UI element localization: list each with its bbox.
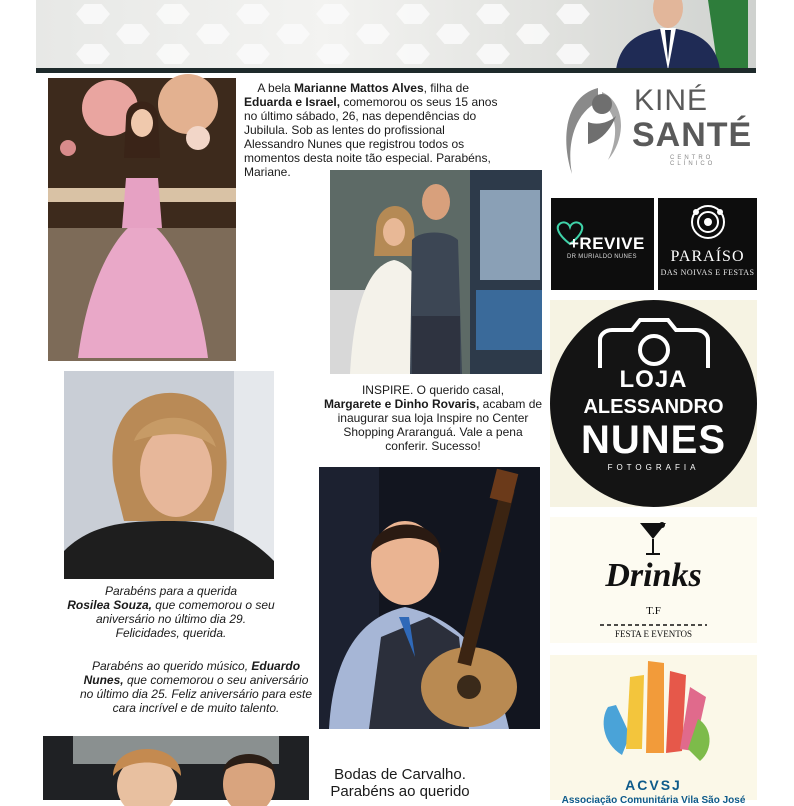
header-rule: [36, 68, 756, 73]
ad-acvsj[interactable]: [550, 655, 757, 806]
header-banner: [36, 0, 756, 70]
story-marianne: [244, 81, 506, 179]
hexagon-pattern: [196, 24, 230, 44]
story-text: Parabéns ao querido músico,: [91, 659, 252, 673]
rose-icon: [688, 202, 728, 242]
hexagon-pattern: [156, 4, 190, 24]
story-eduardo: [78, 659, 314, 715]
hexagon-pattern: [236, 4, 270, 24]
brand-tagline: DR MURIALDO NUNES: [567, 254, 637, 260]
dashed-divider: [600, 623, 707, 627]
hexagon-pattern: [516, 24, 550, 44]
photo-eduardo-guitar: [319, 467, 540, 729]
person-name: Eduardo Nunes,: [83, 659, 301, 687]
brand-tagline: Associação Comunitária Vila São José: [561, 795, 746, 806]
hexagon-pattern: [316, 44, 350, 64]
hexagon-pattern: [396, 4, 430, 24]
story-text: comemorou os seus 15 anos no último sábado, 26, nas dependências do Jubilula. Sob as lentes do profissional Alessandro Nunes que registrou todos os momentos desta noite tão especial. Parabéns, Mariane.: [244, 95, 498, 179]
brand-name: SANTÉ: [632, 116, 753, 154]
hexagon-pattern: [476, 44, 510, 64]
ad-paraiso[interactable]: [658, 198, 757, 290]
hexagon-pattern: [276, 24, 310, 44]
photo-bodas-couple: [43, 736, 309, 800]
hexagon-pattern: [356, 24, 390, 44]
hexagon-pattern: [116, 24, 150, 44]
person-name: Eduarda e Israel,: [244, 95, 341, 109]
story-text: Bodas de Carvalho.: [334, 766, 466, 783]
story-inspire: [322, 383, 544, 453]
story-text: , filha de: [423, 81, 470, 95]
story-text: Parabéns para a querida: [104, 584, 238, 598]
ad-drinks-tf[interactable]: [550, 517, 757, 643]
cocktail-glass-icon: [638, 521, 668, 557]
hexagon-pattern: [476, 4, 510, 24]
brand-tagline: FESTA E EVENTOS: [614, 629, 693, 639]
person-name: Rosilea Souza,: [67, 598, 152, 612]
hexagon-pattern: [76, 44, 110, 64]
photo-marianne: [48, 78, 236, 361]
story-text: que comemorou o seu aniversário no último dia 29. Felicidades, querida.: [95, 598, 275, 640]
brand-tagline: DAS NOIVAS E FESTAS: [660, 268, 755, 277]
brand-name: NUNES: [580, 418, 727, 462]
ad-revive[interactable]: [551, 198, 654, 290]
hexagon-pattern: [316, 4, 350, 24]
ad-alessandro-nunes[interactable]: [550, 300, 757, 507]
person-name: Margarete e Dinho Rovaris,: [323, 397, 480, 411]
story-text: Parabéns ao querido: [330, 783, 470, 800]
brand-tagline: CENTRO CLÍNICO: [670, 155, 716, 167]
brand-name: PARAÍSO: [670, 248, 745, 265]
person-name: Marianne Mattos Alves: [294, 81, 424, 95]
hexagon-pattern: [556, 44, 590, 64]
story-text: que comemorou o seu aniversário no último dia 25. Feliz aniversário para este cara incrível e de muito talento.: [79, 673, 313, 715]
columnist-photo: [598, 0, 748, 70]
kine-sante-logo-icon: [558, 82, 632, 182]
story-text: INSPIRE. O querido casal,: [361, 383, 505, 397]
story-text: A bela: [257, 81, 295, 95]
brand-name: ACVSJ: [625, 777, 682, 793]
photo-rosilea: [64, 371, 274, 579]
brand-name: ALESSANDRO: [583, 396, 724, 418]
brand-name: T.F: [646, 605, 661, 617]
hexagon-pattern: [556, 4, 590, 24]
photo-inspire-couple: [330, 170, 542, 374]
hexagon-pattern: [76, 4, 110, 24]
hexagon-pattern: [436, 24, 470, 44]
ad-kine-sante[interactable]: [552, 80, 757, 184]
brand-name: LOJA: [619, 366, 688, 393]
story-rosilea: [66, 584, 276, 640]
brand-tagline: FOTOGRAFIA: [607, 463, 700, 472]
brand-name: +REVIVE: [569, 234, 645, 253]
story-bodas: [318, 766, 482, 800]
hexagon-pattern: [156, 44, 190, 64]
camera-icon: [594, 318, 714, 370]
hands-logo-icon: [590, 657, 718, 775]
brand-name: Drinks: [605, 557, 702, 594]
hexagon-pattern: [236, 44, 270, 64]
story-text: acabam de inaugurar sua loja Inspire no Center Shopping Araranguá. Vale a pena conferir. Sucesso!: [337, 397, 543, 453]
brand-name: KINÉ: [634, 84, 709, 117]
hexagon-pattern: [396, 44, 430, 64]
